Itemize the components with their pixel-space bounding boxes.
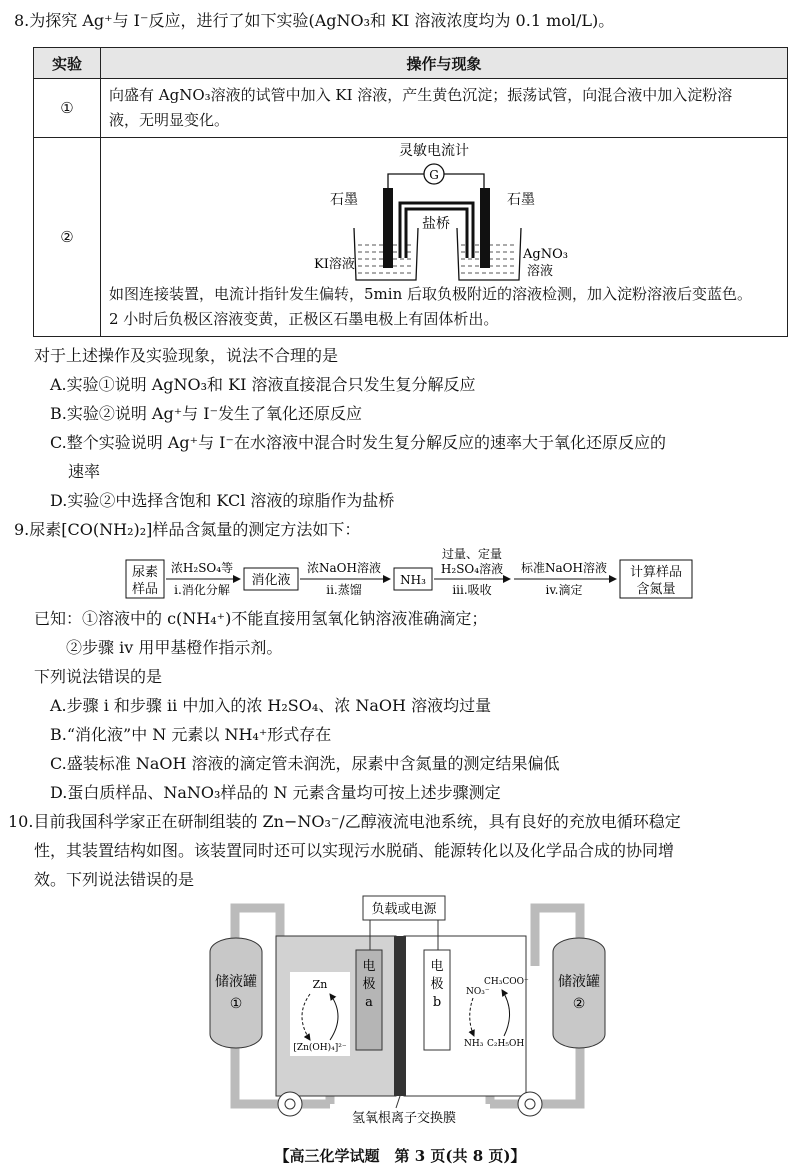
ki-solution-label: KI溶液: [314, 257, 355, 272]
q8-option-d: D.实验②中选择含饱和 KCl 溶液的琼脂作为盐桥: [50, 491, 395, 510]
table-row: [34, 138, 788, 337]
storage-tank-left: [210, 938, 262, 1048]
row1-line1: 向盛有 AgNO₃溶液的试管中加入 KI 溶液，产生黄色沉淀；振荡试管，向混合液中加入淀粉溶: [109, 86, 733, 104]
flow-arrow-4-bottom: iv.滴定: [545, 583, 583, 597]
q9-option-d: D.蛋白质样品、NaNO₃样品的 N 元素含量均可按上述步骤测定: [50, 783, 501, 802]
q8-option-c-cont: 速率: [68, 462, 101, 481]
galvanometer-symbol: G: [429, 168, 439, 182]
zincate-label: [Zn(OH)₄]²⁻: [293, 1043, 347, 1053]
zn-label: Zn: [312, 978, 328, 991]
membrane-pointer: [396, 1096, 400, 1108]
row1-id: ①: [34, 79, 101, 138]
q8-option-a: A.实验①说明 AgNO₃和 KI 溶液直接混合只发生复分解反应: [50, 375, 476, 394]
q9-known-1: 已知：①溶液中的 c(NH₄⁺)不能直接用氢氧化钠溶液准确滴定；: [34, 609, 488, 628]
flow-box-sample-l1: 尿素: [131, 565, 159, 580]
flow-arrow-1-top: 浓H₂SO₄等: [170, 561, 234, 575]
flow-box-result-l1: 计算样品: [629, 565, 683, 580]
experiment-table: [33, 47, 788, 337]
q9-option-b: B.“消化液”中 N 元素以 NH₄⁺形式存在: [50, 725, 332, 744]
flow-box-nh3-text: NH₃: [400, 573, 426, 587]
electrode-a-char2: 极: [362, 977, 376, 992]
agno3-solution-label: 溶液: [527, 264, 554, 279]
left-graphite-electrode: [383, 188, 393, 268]
cell-right-chamber: [404, 936, 526, 1096]
row2-id: ②: [34, 138, 101, 337]
galvanic-cell-diagram: [109, 140, 769, 282]
flow-box-digest-text: 消化液: [251, 573, 291, 588]
electrode-b-char3: b: [432, 995, 442, 1010]
no3-label: NO₃⁻: [466, 987, 490, 997]
flow-battery-diagram: [190, 894, 610, 1130]
flow-arrow-3-top2: H₂SO₄溶液: [440, 562, 504, 576]
tank-left-number: ①: [229, 996, 243, 1012]
flow-arrow-1-bottom: i.消化分解: [174, 583, 230, 597]
row2-line1: 如图连接装置，电流计指针发生偏转，5min 后取负极附近的溶液检测，加入淀粉溶液后变蓝色。: [109, 285, 752, 303]
right-electrode-label: 石墨: [507, 192, 535, 208]
right-graphite-electrode: [480, 188, 490, 268]
ch3coo-label: CH₃COO⁻: [484, 977, 529, 987]
load-or-power-label: 负载或电源: [371, 902, 437, 917]
membrane-label: 氢氧根离子交换膜: [351, 1111, 457, 1126]
q10-stem-2: 性，其装置结构如图。该装置同时还可以实现污水脱硝、能源转化以及化学品合成的协同增: [34, 841, 675, 860]
page-footer: 【高三化学试题 第 3 页(共 8 页)】: [274, 1147, 526, 1165]
flow-box-sample-l2: 样品: [131, 582, 159, 597]
storage-tank-right: [553, 938, 605, 1048]
q9-option-c: C.盛装标准 NaOH 溶液的滴定管未润洗，尿素中含氮量的测定结果偏低: [50, 754, 560, 773]
q9-known-2: ②步骤 iv 用甲基橙作指示剂。: [66, 638, 283, 657]
q8-question: 对于上述操作及实验现象，说法不合理的是: [34, 346, 339, 365]
q10-stem-3: 效。下列说法错误的是: [34, 870, 195, 889]
wire-right: [444, 174, 484, 190]
galvanometer-label: 灵敏电流计: [399, 143, 469, 159]
right-pipe-bottom: [542, 1044, 580, 1104]
row1-line2: 液，无明显变化。: [109, 111, 230, 129]
q10-stem-1: 10.目前我国科学家正在研制组装的 Zn−NO₃⁻/乙醇液流电池系统，具有良好的充放电循环稳定: [8, 812, 681, 831]
tank-right-label: 储液罐: [558, 974, 600, 990]
table-row: [34, 79, 788, 138]
salt-bridge-label: 盐桥: [422, 216, 450, 232]
electrode-b-char1: 电: [430, 959, 444, 974]
pump-right-icon: [518, 1092, 542, 1116]
row2-line2: 2 小时后负极区溶液变黄，正极区石墨电极上有固体析出。: [109, 310, 499, 328]
table-header-row: [34, 48, 788, 79]
nh3-label: NH₃: [464, 1039, 484, 1049]
pump-left-icon: [278, 1092, 302, 1116]
q9-question: 下列说法错误的是: [34, 667, 163, 686]
left-electrode-label: 石墨: [330, 192, 358, 208]
flow-arrow-3-top1: 过量、定量: [441, 548, 503, 561]
q9-flowchart: [120, 548, 700, 602]
electrode-a-char1: 电: [362, 959, 376, 974]
q9-option-a: A.步骤 i 和步骤 ii 中加入的浓 H₂SO₄、浓 NaOH 溶液均过量: [50, 696, 492, 715]
electrode-a-char3: a: [365, 995, 373, 1010]
row2-cell: [101, 138, 788, 337]
tank-right-number: ②: [572, 996, 586, 1012]
header-operation: 操作与现象: [101, 48, 788, 79]
flow-box-result-l2: 含氮量: [636, 582, 676, 597]
agno3-label: AgNO₃: [523, 247, 568, 262]
flow-arrow-4-top: 标准NaOH溶液: [521, 561, 607, 575]
q9-stem: 9.尿素[CO(NH₂)₂]样品含氮量的测定方法如下：: [14, 520, 361, 539]
header-experiment: 实验: [34, 48, 101, 79]
flow-arrow-3-bottom: iii.吸收: [452, 583, 492, 597]
q8-option-b: B.实验②说明 Ag⁺与 I⁻发生了氧化还原反应: [50, 404, 363, 423]
c2h5oh-label: C₂H₅OH: [487, 1039, 525, 1049]
q8-option-c: C.整个实验说明 Ag⁺与 I⁻在水溶液中混合时发生复分解反应的速率大于氧化还原反应的: [50, 433, 666, 452]
wire-left: [388, 174, 424, 190]
electrode-b-char2: 极: [430, 977, 444, 992]
flow-arrow-2-bottom: ii.蒸馏: [326, 583, 362, 597]
ion-exchange-membrane: [394, 936, 406, 1096]
q8-stem: 8.为探究 Ag⁺与 I⁻反应，进行了如下实验(AgNO₃和 KI 溶液浓度均为 0.1 mol/L)。: [14, 11, 615, 30]
salt-bridge: [403, 206, 470, 258]
tank-left-label: 储液罐: [215, 974, 257, 990]
row1-text: [101, 79, 788, 138]
flow-arrow-2-top: 浓NaOH溶液: [307, 561, 381, 575]
left-pipe-bottom: [235, 1044, 278, 1104]
